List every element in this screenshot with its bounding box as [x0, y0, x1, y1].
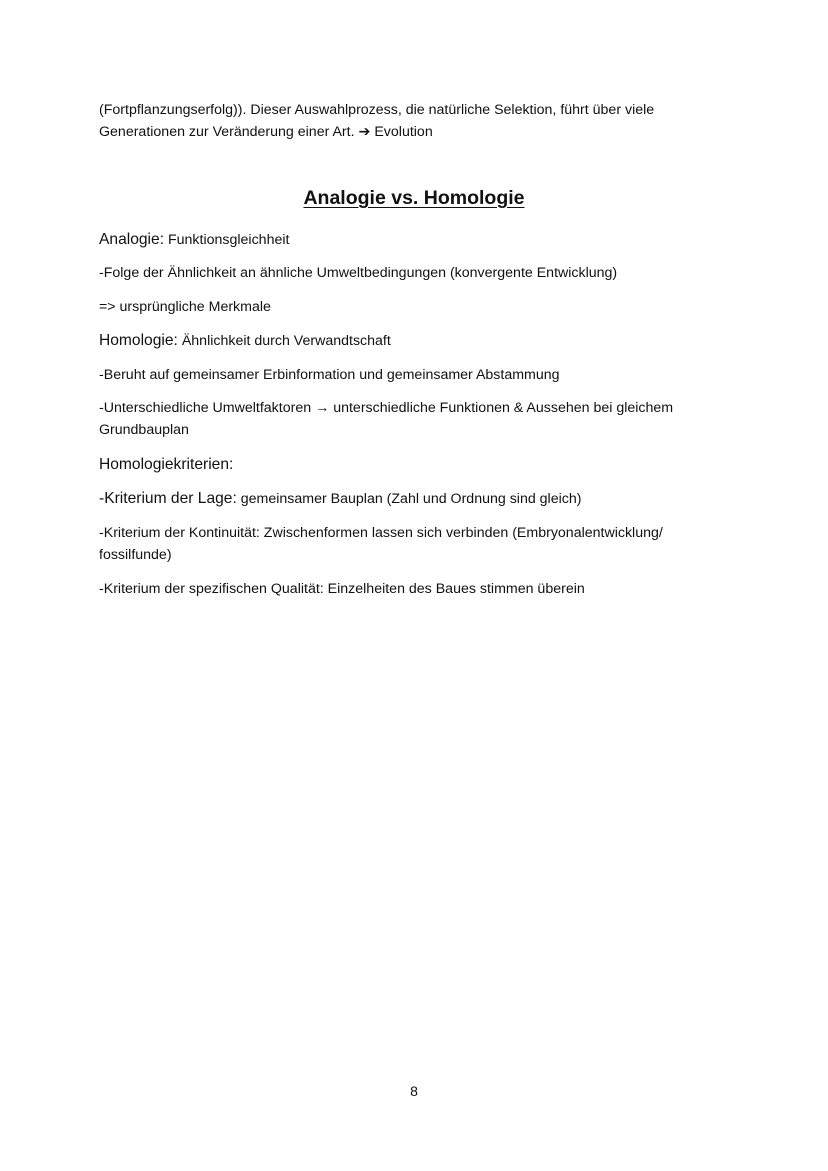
homologie-point-2-continuation: unterschiedliche Funktionen & Aussehen bei gleichem: [333, 400, 674, 416]
page-number: 8: [410, 1083, 418, 1099]
homologie-definition: [99, 330, 739, 352]
homologie-point-2-line-2: Grundbauplan: [99, 422, 189, 438]
analogie-term: Analogie:: [99, 231, 165, 248]
analogie-definition: [99, 229, 739, 251]
kriterium-kontinuitaet-line-1: -Kriterium der Kontinuität: Zwischenformen lassen sich verbinden (Embryonalentwicklung/: [99, 525, 663, 541]
intro-line-1: (Fortpflanzungserfolg)). Dieser Auswahlprozess, die natürliche Selektion, führt über viele: [99, 102, 655, 118]
intro-evolution-text: Evolution: [374, 124, 433, 140]
kriterium-lage: [99, 488, 739, 510]
homologie-term: Homologie:: [99, 332, 178, 349]
section-heading: Analogie vs. Homologie: [303, 187, 525, 209]
right-arrow-icon: →: [315, 400, 330, 416]
analogie-point-1: -Folge der Ähnlichkeit an ähnliche Umweltbedingungen (konvergente Entwicklung): [99, 265, 618, 281]
intro-line-2-text: Generationen zur Veränderung einer Art.: [99, 124, 355, 140]
kriterien-title: Homologiekriterien:: [99, 456, 234, 473]
homologie-definition-text: Ähnlichkeit durch Verwandtschaft: [181, 333, 391, 349]
homologie-point-2: [99, 397, 739, 419]
kriterium-qualitaet: -Kriterium der spezifischen Qualität: Einzelheiten des Baues stimmen überein: [99, 581, 585, 597]
homologie-point-2-text: -Unterschiedliche Umweltfaktoren: [99, 400, 312, 416]
kriterium-lage-text: gemeinsamer Bauplan (Zahl und Ordnung sind gleich): [240, 491, 582, 507]
kriterium-kontinuitaet-line-2: fossilfunde): [99, 547, 172, 563]
kriterium-lage-term: -Kriterium der Lage:: [99, 490, 237, 507]
intro-line-2: [99, 121, 739, 143]
analogie-definition-text: Funktionsgleichheit: [167, 232, 290, 248]
analogie-point-2: => ursprüngliche Merkmale: [99, 299, 271, 315]
homologie-point-1: -Beruht auf gemeinsamer Erbinformation und gemeinsamer Abstammung: [99, 367, 560, 383]
right-arrow-icon: ➔: [358, 124, 371, 140]
